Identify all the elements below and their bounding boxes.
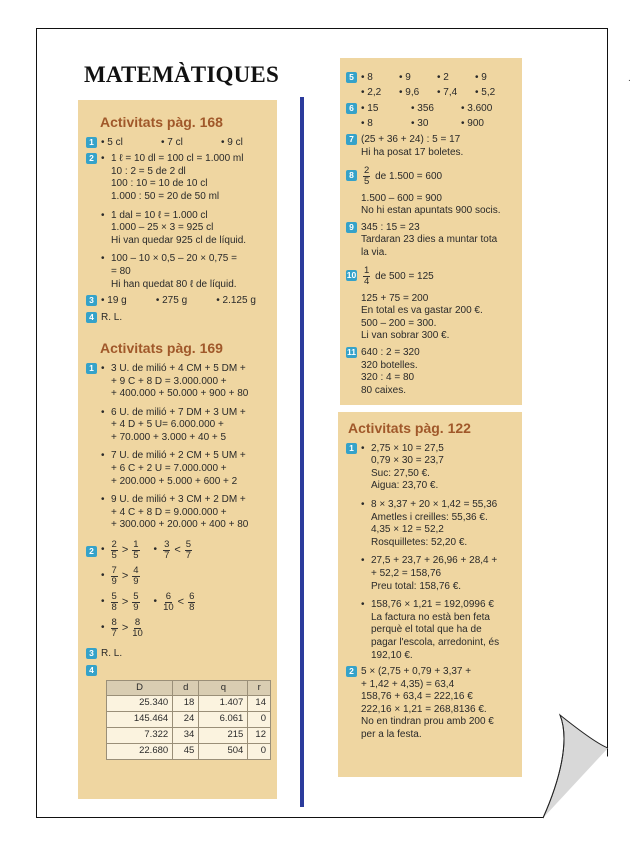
answer: • 5 cl <box>101 136 123 148</box>
fraction-comparisons <box>101 540 271 644</box>
answer-list <box>101 137 271 150</box>
answer-line: $\frac{2}{5}$ de 1.500 = 600 <box>364 164 443 187</box>
exercise-11 <box>346 347 516 397</box>
exercise-4 <box>86 312 271 325</box>
answer-line: 320 botelles. <box>361 359 418 371</box>
answer-line: 640 : 2 = 320 <box>361 346 420 358</box>
bullet-item: • 1 dal = 10 ℓ = 1.000 cl 1.000 – 25 × 3 = 925 cl Hi van quedar 925 cl de líquid. <box>101 210 271 248</box>
answer-line: Aigua: 23,70 €. <box>371 480 439 492</box>
answer-line: 1.000 – 25 × 3 = 925 cl <box>111 222 214 234</box>
answer-list <box>101 295 271 308</box>
comparison-row <box>101 540 271 561</box>
answer: • 9 <box>475 72 487 83</box>
fraction: $\frac{8}{10}$ <box>132 617 143 640</box>
table-cell: 22.680 <box>107 744 173 760</box>
answer-line: 1 ℓ = 10 dl = 100 cl = 1.000 ml <box>111 153 244 165</box>
exercise-number: 1 <box>346 443 357 454</box>
bullet-item: • 158,76 × 1,21 = 192,0996 € La factura no està ben feta perquè el total que ha de pagar l'escola, arredonint, és 192,10 €. <box>361 599 516 662</box>
answer-block <box>361 222 516 260</box>
answer-line: 345 : 15 = 23 <box>361 221 420 233</box>
table-row <box>107 712 271 728</box>
answer: • 9,6 <box>399 86 420 98</box>
exercise-number: 4 <box>86 665 97 676</box>
answer-line: 222,16 × 1,21 = 268,8136 €. <box>361 703 487 715</box>
exercise-number: 9 <box>346 222 357 233</box>
answer-block <box>361 166 516 218</box>
comparison-operator: > <box>121 570 129 583</box>
exercise-7 <box>346 134 516 159</box>
column-divider <box>300 97 304 807</box>
answer-line: 500 – 200 = 300. <box>361 317 437 329</box>
answer: • 8 <box>361 117 373 129</box>
answer-line: pagar l'escola, arredonint, és <box>371 636 500 648</box>
answer-line: 320 : 4 = 80 <box>361 372 415 384</box>
exercise-number: 4 <box>86 312 97 323</box>
exercise-5 <box>346 72 516 99</box>
answer: • 9 <box>399 72 411 83</box>
exercise-2 <box>86 153 271 291</box>
fraction: $\frac{4}{9}$ <box>133 565 139 588</box>
answer-line: 5 × (2,75 + 0,79 + 3,37 + <box>361 666 472 678</box>
answer-line: Rosquilletes: 52,20 €. <box>371 536 468 548</box>
answer-line: 7 U. de milió + 2 CM + 5 UM + <box>111 450 246 462</box>
comparison-operator: < <box>174 544 181 557</box>
answer-line: + 9 C + 8 D = 3.000.000 + <box>111 375 227 387</box>
answer-line: La factura no està ben feta <box>371 611 490 623</box>
answer: R. L. <box>101 648 123 660</box>
answer: • 7,4 <box>437 86 458 98</box>
fraction: $\frac{6}{8}$ <box>189 591 195 614</box>
answer-line: Preu total: 158,76 €. <box>371 580 462 592</box>
answer-line: Tardaran 23 dies a muntar tota <box>361 234 498 246</box>
bullet-item: • 27,5 + 23,7 + 26,96 + 28,4 + + 52,2 = 158,76 Preu total: 158,76 €. <box>361 555 516 593</box>
answer-line: 8 × 3,37 + 20 × 1,42 = 55,36 <box>371 498 498 510</box>
comparison-operator: > <box>121 544 129 557</box>
answer-line: 10 : 2 = 5 de 2 dl <box>111 165 186 177</box>
bullet-item: • 3 U. de milió + 4 CM + 5 DM + + 9 C + 8 D = 3.000.000 + + 400.000 + 50.000 + 900 + 80 <box>101 363 271 401</box>
exercise-6 <box>346 103 516 130</box>
answer-line: Ametles i creilles: 55,36 €. <box>371 511 488 523</box>
column-header: q <box>199 680 248 696</box>
answer-line: 4,35 × 12 = 52,2 <box>371 524 444 536</box>
fraction-comparison: • $\frac{3}{7}$ < $\frac{5}{7}$ <box>153 539 192 562</box>
exercise-number: 2 <box>86 153 97 164</box>
answer-line: 6 U. de milió + 7 DM + 3 UM + <box>111 406 246 418</box>
exercise-number: 6 <box>346 103 357 114</box>
exercise-3 <box>86 295 271 308</box>
exercise-2 <box>86 540 271 644</box>
answer-line: 158,76 + 63,4 = 222,16 € <box>361 691 473 703</box>
table-cell: 1.407 <box>199 696 248 712</box>
answer-line: 158,76 × 1,21 = 192,0996 € <box>371 599 494 611</box>
fraction: $\frac{1}{5}$ <box>133 539 139 562</box>
answer: • 356 <box>411 103 434 115</box>
exercise-number: 5 <box>346 72 357 83</box>
table-cell: 24 <box>173 712 199 728</box>
comparison-row <box>101 618 271 639</box>
answer: • 8 <box>361 72 373 83</box>
answer-block <box>361 134 516 159</box>
answer-line: la via. <box>361 246 388 258</box>
bullet-item: • 7 U. de milió + 2 CM + 5 UM + + 6 C + 2 U = 7.000.000 + + 200.000 + 5.000 + 600 + 2 <box>101 450 271 488</box>
answer: • 900 <box>461 117 484 129</box>
bullet-item: • 100 – 10 × 0,5 – 20 × 0,75 = = 80 Hi han quedat 80 ℓ de líquid. <box>101 253 271 291</box>
answer: • 2 <box>437 72 449 83</box>
exercise-number: 2 <box>346 666 357 677</box>
answer-list <box>361 72 516 99</box>
exercise-number: 3 <box>86 295 97 306</box>
fraction: $\frac{7}{9}$ <box>111 565 117 588</box>
division-table <box>106 680 271 761</box>
exercise-2 <box>346 666 516 742</box>
exercise-1 <box>346 443 516 663</box>
answer-line: Li van sobrar 300 €. <box>361 330 450 342</box>
answer-line: 80 caixes. <box>361 384 407 396</box>
table-cell: 34 <box>173 728 199 744</box>
table-cell: 12 <box>248 728 271 744</box>
answer-line: + 4 C + 8 D = 9.000.000 + <box>111 506 227 518</box>
answer-line: + 6 C + 2 U = 7.000.000 + <box>111 463 227 475</box>
panel-activities-122 <box>338 412 522 777</box>
answer-line: per a la festa. <box>361 729 422 741</box>
answer-line: + 70.000 + 3.000 + 40 + 5 <box>111 431 227 443</box>
exercise-number: 8 <box>346 170 357 181</box>
answer-line: Hi van quedar 925 cl de líquid. <box>111 234 247 246</box>
answer-line: 100 : 10 = 10 de 10 cl <box>111 178 208 190</box>
comparison-operator: < <box>177 596 185 609</box>
exercise-1 <box>86 363 271 532</box>
answer: R. L. <box>101 311 123 323</box>
fraction: $\frac{3}{7}$ <box>164 539 170 562</box>
answer: • 3.600 <box>461 103 493 115</box>
exercise-1 <box>86 137 271 150</box>
answer-line: = 80 <box>111 265 131 277</box>
comparison-operator: > <box>121 622 129 635</box>
column-header: d <box>173 680 199 696</box>
answer-line: Suc: 27,50 €. <box>371 467 430 479</box>
exercise-number: 11 <box>347 346 356 357</box>
table-row <box>107 696 271 712</box>
answer-line: No hi estan apuntats 900 socis. <box>361 205 501 217</box>
fraction: $\frac{5}{9}$ <box>133 591 139 614</box>
stray-mark: . <box>628 73 631 84</box>
answer-line: + 1,42 + 4,35) = 63,4 <box>361 678 455 690</box>
answer-line: + 52,2 = 158,76 <box>371 567 442 579</box>
bullet-item: • 6 U. de milió + 7 DM + 3 UM + + 4 D + 5 U= 6.000.000 + + 70.000 + 3.000 + 40 + 5 <box>101 407 271 445</box>
answer-line: 27,5 + 23,7 + 26,96 + 28,4 + <box>371 555 498 567</box>
fraction-comparison: • $\frac{6}{10}$ < $\frac{6}{8}$ <box>153 591 195 614</box>
answer-block <box>361 666 516 742</box>
fraction-comparison: • $\frac{8}{7}$ > $\frac{8}{10}$ <box>101 617 143 640</box>
answer: • 2,2 <box>361 86 382 98</box>
table-cell: 6.061 <box>199 712 248 728</box>
exercise-number: 7 <box>346 134 357 145</box>
fraction-comparison: • $\frac{7}{9}$ > $\frac{4}{9}$ <box>101 565 139 588</box>
fraction-comparison: • $\frac{2}{5}$ > $\frac{1}{5}$ <box>101 539 139 562</box>
fraction: $\frac{2}{5}$ <box>111 539 117 562</box>
answer-line: 9 U. de milió + 3 CM + 2 DM + <box>111 494 246 506</box>
answer-line: 1.500 – 600 = 900 <box>361 192 442 204</box>
panel-activities-168-169 <box>78 100 277 799</box>
table-cell: 14 <box>248 696 271 712</box>
table-cell: 0 <box>248 712 271 728</box>
fraction: $\frac{6}{10}$ <box>163 591 174 614</box>
answer-line: 1.000 : 50 = 20 de 50 ml <box>111 190 220 202</box>
answer-line: 2,75 × 10 = 27,5 <box>371 442 444 454</box>
exercise-10 <box>346 266 516 343</box>
answer-block <box>101 153 271 291</box>
comparison-row <box>101 592 271 613</box>
exercise-number: 1 <box>86 363 97 374</box>
answer-line: 100 – 10 × 0,5 – 20 × 0,75 = <box>111 253 237 265</box>
answer-line: + 4 D + 5 U= 6.000.000 + <box>111 419 224 431</box>
bullet-item: • 9 U. de milió + 3 CM + 2 DM + + 4 C + 8 D = 9.000.000 + + 300.000 + 20.000 + 400 + 80 <box>101 494 271 532</box>
exercise-8 <box>346 166 516 218</box>
answer-line: Hi han quedat 80 ℓ de líquid. <box>111 278 237 290</box>
table-cell: 504 <box>199 744 248 760</box>
heading-122: Activitats pàg. 122 <box>348 420 471 436</box>
exercise-4 <box>86 665 271 676</box>
fraction: $\frac{5}{8}$ <box>111 591 117 614</box>
bullet-item: • 1 ℓ = 10 dl = 100 cl = 1.000 ml 10 : 2 = 5 de 2 dl 100 : 10 = 10 de 10 cl 1.000 : 50 = 20 de 50 ml <box>101 153 271 203</box>
answer: • 5,2 <box>475 86 496 98</box>
answer-list <box>361 103 516 130</box>
table-cell: 7.322 <box>107 728 173 744</box>
answer-line: + 300.000 + 20.000 + 400 + 80 <box>111 519 249 531</box>
answer: • 275 g <box>155 295 188 307</box>
fraction-comparison: • $\frac{5}{8}$ > $\frac{5}{9}$ <box>101 591 139 614</box>
answer: • 30 <box>411 117 429 129</box>
answer: • 7 cl <box>161 136 183 148</box>
table-cell: 18 <box>173 696 199 712</box>
answer-line: 192,10 €. <box>371 649 413 661</box>
comparison-row <box>101 566 271 587</box>
table-cell: 25.340 <box>107 696 173 712</box>
column-header: r <box>248 680 271 696</box>
answer-line: + 400.000 + 50.000 + 900 + 80 <box>111 388 249 400</box>
answer-line: + 200.000 + 5.000 + 600 + 2 <box>111 475 238 487</box>
answer: • 19 g <box>101 295 127 307</box>
table-cell: 215 <box>199 728 248 744</box>
answer-line: En total es va gastar 200 €. <box>361 305 483 317</box>
panel-activities-right-top <box>340 58 522 405</box>
answer-line: 1 dal = 10 ℓ = 1.000 cl <box>111 209 208 221</box>
table-cell: 145.464 <box>107 712 173 728</box>
answer-line: 125 + 75 = 200 <box>361 292 429 304</box>
answer-block <box>361 266 516 343</box>
exercise-number: 2 <box>86 546 97 557</box>
answer-line: Hi ha posat 17 boletes. <box>361 146 464 158</box>
answer-line: 3 U. de milió + 4 CM + 5 DM + <box>111 362 246 374</box>
table-cell: 45 <box>173 744 199 760</box>
heading-168: Activitats pàg. 168 <box>100 114 223 130</box>
answer: • 15 <box>361 103 379 115</box>
fraction: $\frac{5}{7}$ <box>185 539 192 562</box>
answer-line: $\frac{1}{4}$ de 500 = 125 <box>364 264 434 287</box>
heading-169: Activitats pàg. 169 <box>100 340 223 357</box>
answer-block <box>101 363 271 532</box>
answer-line: 0,79 × 30 = 23,7 <box>371 455 444 467</box>
answer-block <box>361 347 516 397</box>
exercise-number: 1 <box>86 137 97 148</box>
answer: • 2.125 g <box>216 295 256 307</box>
bullet-item: • 8 × 3,37 + 20 × 1,42 = 55,36 Ametles i creilles: 55,36 €. 4,35 × 12 = 52,2 Rosquilletes: 52,20 €. <box>361 499 516 549</box>
exercise-number: 10 <box>346 269 357 280</box>
comparison-operator: > <box>121 596 129 609</box>
answer-block <box>361 443 516 663</box>
table-row <box>107 728 271 744</box>
fraction: $\frac{1}{4}$ <box>364 264 370 287</box>
exercise-number: 3 <box>86 648 97 659</box>
bullet-item: • 2,75 × 10 = 27,5 0,79 × 30 = 23,7 Suc: 27,50 €. Aigua: 23,70 €. <box>361 443 516 493</box>
exercise-3 <box>86 648 271 661</box>
answer-line: perquè el total que ha de <box>371 624 482 636</box>
table-row <box>107 744 271 760</box>
fraction: $\frac{8}{7}$ <box>111 617 117 640</box>
fraction: $\frac{2}{5}$ <box>364 164 370 187</box>
page-title: MATEMÀTIQUES <box>84 62 279 87</box>
column-header: D <box>107 680 173 696</box>
answer-line: No en tindran prou amb 200 € <box>361 716 494 728</box>
table-cell: 0 <box>248 744 271 760</box>
exercise-9 <box>346 222 516 260</box>
answer: • 9 cl <box>221 136 243 148</box>
answer-line: (25 + 36 + 24) : 5 = 17 <box>361 134 461 146</box>
